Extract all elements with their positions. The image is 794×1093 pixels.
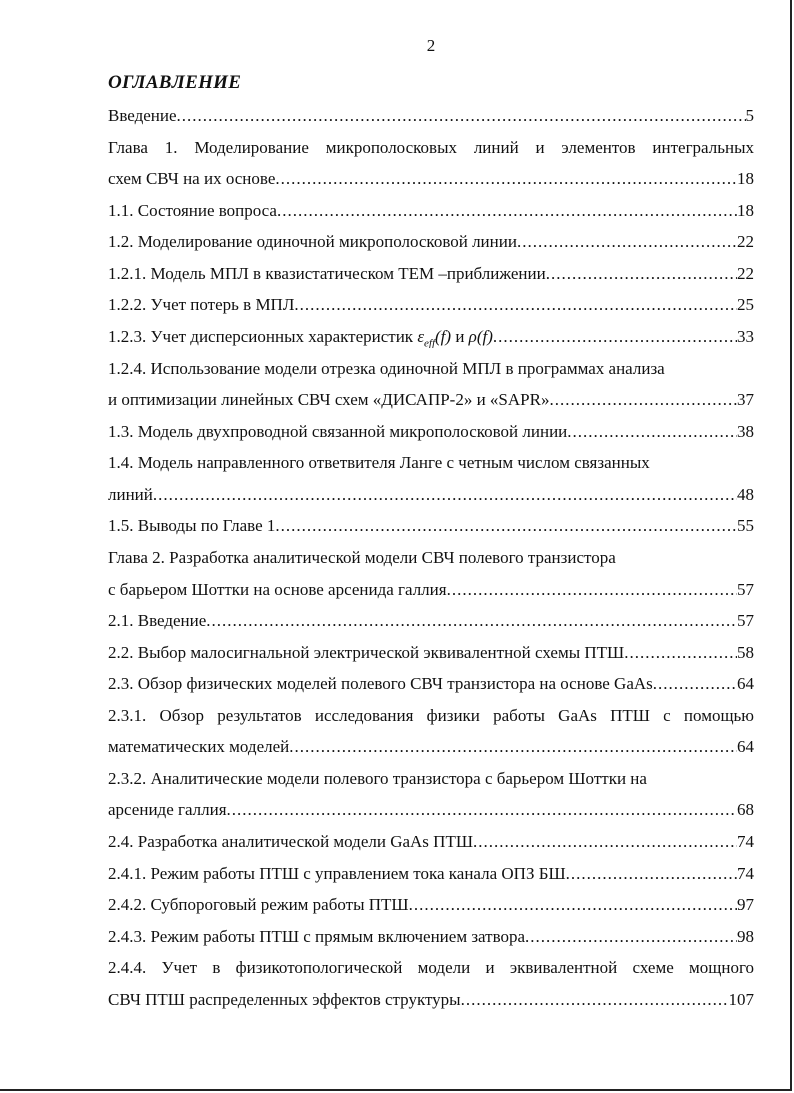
toc-leader	[567, 421, 737, 443]
toc-entry[interactable]	[108, 231, 754, 253]
toc-leader	[546, 263, 737, 285]
toc-entry-title: с барьером Шоттки на основе арсенида галлия	[108, 580, 447, 599]
toc-entry[interactable]	[108, 579, 754, 601]
toc-entry-title-text: 1.2.3. Учет дисперсионных характеристик	[108, 327, 414, 346]
toc-leader	[525, 926, 737, 948]
toc-entry-title: 1.1. Состояние вопроса	[108, 201, 277, 220]
toc-entry[interactable]	[108, 326, 754, 348]
toc-entry-title: 2.4.1. Режим работы ПТШ с управлением тока канала ОПЗ БШ	[108, 864, 566, 883]
toc-entry-wrap[interactable]: 2.3.2. Аналитические модели полевого транзистора с барьером Шоттки на	[108, 769, 647, 788]
toc-entry-page: 68	[737, 800, 754, 819]
toc-entry[interactable]	[108, 200, 754, 222]
toc-entry-title: 1.2. Моделирование одиночной микрополосковой линии	[108, 232, 517, 251]
page-number: 2	[426, 36, 436, 55]
toc-entry[interactable]	[108, 421, 754, 443]
toc-entry-wrap[interactable]: 1.2.4. Использование модели отрезка одиночной МПЛ в программах анализа	[108, 359, 665, 378]
toc-entry[interactable]	[108, 263, 754, 285]
toc-entry-title: арсениде галлия	[108, 800, 227, 819]
toc-entry-title: 2.4. Разработка аналитической модели GaAs ПТШ	[108, 832, 473, 851]
f-argument: (f)	[476, 327, 493, 346]
toc-entry-wrap[interactable]: Глава 2. Разработка аналитической модели СВЧ полевого транзистора	[108, 548, 616, 567]
toc-entry-page: 22	[737, 232, 754, 251]
toc-entry-title: и оптимизации линейных СВЧ схем «ДИСАПР-2» и «SAPR»	[108, 390, 550, 409]
toc-entry-page: 74	[737, 832, 754, 851]
toc-entry-page: 18	[737, 201, 754, 220]
toc-leader	[409, 894, 737, 916]
toc-leader	[275, 168, 737, 190]
toc-entry[interactable]	[108, 831, 754, 853]
toc-entry[interactable]	[108, 989, 754, 1011]
toc-leader	[289, 736, 737, 758]
toc-heading: ОГЛАВЛЕНИЕ	[108, 72, 242, 93]
toc-leader	[517, 231, 737, 253]
toc-entry-page: 97	[737, 895, 754, 914]
toc-entry-page: 38	[737, 422, 754, 441]
toc-leader	[277, 200, 737, 222]
toc-entry[interactable]	[108, 736, 754, 758]
toc-entry[interactable]	[108, 484, 754, 506]
toc-entry-page: 74	[737, 864, 754, 883]
toc-entry-title: Введение	[108, 106, 177, 125]
toc-leader	[624, 642, 737, 664]
toc-entry-title: математических моделей	[108, 737, 290, 756]
toc-entry-wrap[interactable]: 1.4. Модель направленного ответвителя Ланге с четным числом связанных	[108, 453, 650, 472]
toc-entry[interactable]	[108, 610, 754, 632]
toc-entry-wrap[interactable]: 2.4.4. Учет в физикотопологической модели и эквивалентной схеме мощного	[108, 958, 754, 977]
toc-entry-title: 2.4.3. Режим работы ПТШ с прямым включением затвора	[108, 927, 526, 946]
toc-entry-title: 2.3. Обзор физических моделей полевого СВЧ транзистора на основе GaAs	[108, 674, 653, 693]
toc-entry-page: 58	[737, 643, 754, 662]
rho-symbol: ρ	[468, 327, 477, 346]
toc-entry-page: 37	[737, 390, 754, 409]
toc-leader	[206, 610, 737, 632]
toc-leader	[275, 515, 737, 537]
toc-entry-title	[108, 326, 493, 348]
toc-entry[interactable]	[108, 642, 754, 664]
toc-entry-title: 2.2. Выбор малосигнальной электрической эквивалентной схемы ПТШ	[108, 643, 625, 662]
toc-entry-page: 22	[737, 264, 754, 283]
toc-entry-page: 5	[745, 106, 754, 125]
toc-entry-wrap[interactable]: 2.3.1. Обзор результатов исследования физики работы GaAs ПТШ с помощью	[108, 706, 754, 725]
toc-entry-page: 57	[737, 580, 754, 599]
toc-entry-title: 1.5. Выводы по Главе 1	[108, 516, 276, 535]
toc-entry-page: 55	[737, 516, 754, 535]
toc-leader	[493, 326, 737, 348]
eff-subscript: eff	[424, 337, 436, 348]
toc-entry[interactable]	[108, 515, 754, 537]
toc-leader	[294, 294, 737, 316]
toc-entry-title: схем СВЧ на их основе	[108, 169, 276, 188]
toc-leader	[549, 389, 737, 411]
toc-leader	[653, 673, 737, 695]
toc-entry-wrap[interactable]: Глава 1. Моделирование микрополосковых линий и элементов интегральных	[108, 138, 754, 157]
conjunction: и	[451, 327, 469, 346]
toc-entry-page: 57	[737, 611, 754, 630]
toc-entry-title: 1.2.1. Модель МПЛ в квазистатическом ТЕМ –приближении	[108, 264, 546, 283]
f-argument: (f)	[435, 327, 452, 346]
toc-entry-page: 33	[737, 327, 754, 346]
toc-entry-page: 64	[737, 737, 754, 756]
toc-entry[interactable]	[108, 105, 754, 127]
toc-leader	[227, 799, 737, 821]
toc-entry[interactable]	[108, 863, 754, 885]
toc-entry[interactable]	[108, 294, 754, 316]
toc-leader	[153, 484, 737, 506]
toc-entry-title: 1.2.2. Учет потерь в МПЛ	[108, 295, 295, 314]
toc-entry-page: 64	[737, 674, 754, 693]
toc-entry-title: 2.1. Введение	[108, 611, 207, 630]
toc-entry-page: 25	[737, 295, 754, 314]
toc-entry[interactable]	[108, 926, 754, 948]
toc-leader	[177, 105, 746, 127]
toc-entry-page: 48	[737, 485, 754, 504]
toc-leader	[447, 579, 737, 601]
toc-entry-title: СВЧ ПТШ распределенных эффектов структуры	[108, 990, 461, 1009]
toc-leader	[566, 863, 737, 885]
toc-entry[interactable]	[108, 894, 754, 916]
toc-leader	[461, 989, 729, 1011]
toc-entry[interactable]	[108, 673, 754, 695]
toc-entry-page: 107	[728, 990, 754, 1009]
toc-entry-title: 2.4.2. Субпороговый режим работы ПТШ	[108, 895, 409, 914]
toc-entry[interactable]	[108, 799, 754, 821]
toc-entry-title: 1.3. Модель двухпроводной связанной микрополосковой линии	[108, 422, 568, 441]
toc-entry-page: 18	[737, 169, 754, 188]
toc-leader	[473, 831, 737, 853]
toc-entry-title: линий	[108, 485, 153, 504]
epsilon-symbol: ε	[417, 327, 425, 346]
toc-entry[interactable]	[108, 168, 754, 190]
toc-entry[interactable]	[108, 389, 754, 411]
toc-entry-page: 98	[737, 927, 754, 946]
